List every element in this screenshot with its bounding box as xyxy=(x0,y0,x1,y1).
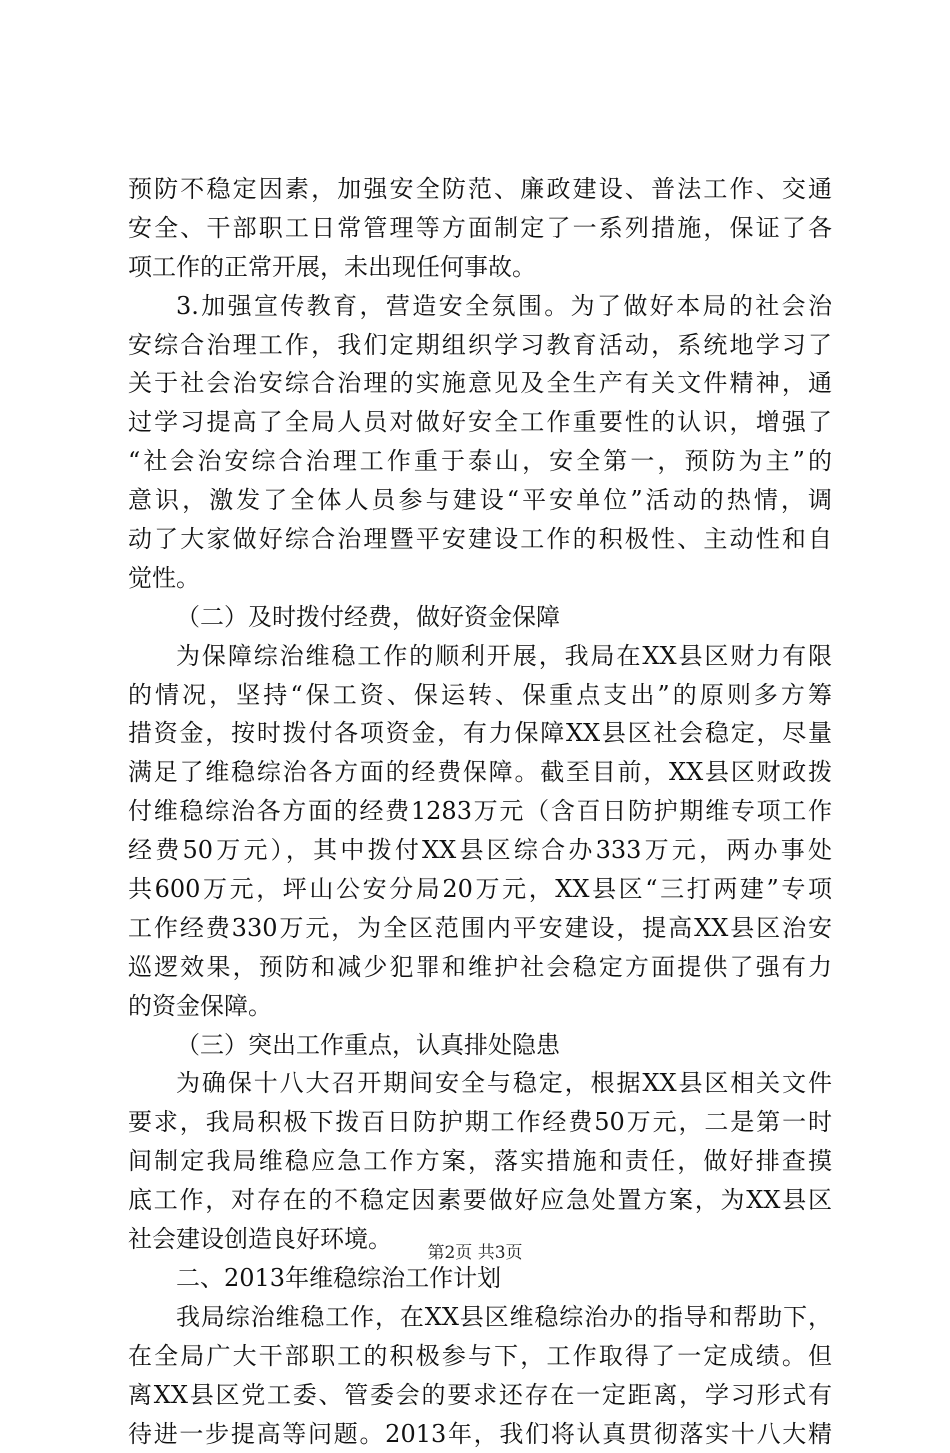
text-line: “社会治安综合治理工作重于泰山，安全第一，预防为主”的 xyxy=(128,442,832,481)
paragraph-start-line: 为保障综治维稳工作的顺利开展，我局在XX县区财力有限 xyxy=(128,637,832,676)
text-line: 觉性。 xyxy=(128,559,832,598)
text-line: 共600万元，坪山公安分局20万元，XX县区“三打两建”专项 xyxy=(128,870,832,909)
text-line: 满足了维稳综治各方面的经费保障。截至目前，XX县区财政拨 xyxy=(128,753,832,792)
text-line: 的资金保障。 xyxy=(128,987,832,1026)
text-line: 项工作的正常开展，未出现任何事故。 xyxy=(128,248,832,287)
section-heading: （三）突出工作重点，认真排处隐患 xyxy=(128,1026,832,1065)
paragraph-start-line: 我局综治维稳工作，在XX县区维稳综治办的指导和帮助下， xyxy=(128,1298,832,1337)
section-heading: 二、2013年维稳综治工作计划 xyxy=(128,1259,832,1298)
text-line: 离XX县区党工委、管委会的要求还存在一定距离，学习形式有 xyxy=(128,1376,832,1415)
text-line: 安综合治理工作，我们定期组织学习教育活动，系统地学习了 xyxy=(128,326,832,365)
text-line: 预防不稳定因素，加强安全防范、廉政建设、普法工作、交通 xyxy=(128,170,832,209)
section-heading: （二）及时拨付经费，做好资金保障 xyxy=(128,598,832,637)
page-number-footer: 第2页 共3页 xyxy=(0,1242,950,1264)
paragraph-start-line: 为确保十八大召开期间安全与稳定，根据XX县区相关文件 xyxy=(128,1064,832,1103)
text-line: 工作经费330万元，为全区范围内平安建设，提高XX县区治安 xyxy=(128,909,832,948)
text-line: 间制定我局维稳应急工作方案，落实措施和责任，做好排查摸 xyxy=(128,1142,832,1181)
text-line: 意识，激发了全体人员参与建设“平安单位”活动的热情，调 xyxy=(128,481,832,520)
text-line: 的情况，坚持“保工资、保运转、保重点支出”的原则多方筹 xyxy=(128,676,832,715)
text-line: 在全局广大干部职工的积极参与下，工作取得了一定成绩。但 xyxy=(128,1337,832,1376)
text-line: 关于社会治安综合治理的实施意见及全生产有关文件精神，通 xyxy=(128,364,832,403)
text-line: 安全、干部职工日常管理等方面制定了一系列措施，保证了各 xyxy=(128,209,832,248)
text-line: 待进一步提高等问题。2013年，我们将认真贯彻落实十八大精 xyxy=(128,1415,832,1453)
paragraph-start-line: 3.加强宣传教育，营造安全氛围。为了做好本局的社会治 xyxy=(128,287,832,326)
text-line: 措资金，按时拨付各项资金，有力保障XX县区社会稳定，尽量 xyxy=(128,714,832,753)
text-line: 过学习提高了全局人员对做好安全工作重要性的认识，增强了 xyxy=(128,403,832,442)
text-line: 底工作，对存在的不稳定因素要做好应急处置方案，为XX县区 xyxy=(128,1181,832,1220)
text-line: 经费50万元），其中拨付XX县区综合办333万元，两办事处 xyxy=(128,831,832,870)
text-line: 动了大家做好综合治理暨平安建设工作的积极性、主动性和自 xyxy=(128,520,832,559)
text-line: 付维稳综治各方面的经费1283万元（含百日防护期维专项工作 xyxy=(128,792,832,831)
text-line: 巡逻效果，预防和减少犯罪和维护社会稳定方面提供了强有力 xyxy=(128,948,832,987)
text-line: 社会建设创造良好环境。 xyxy=(128,1220,832,1259)
text-line: 要求，我局积极下拨百日防护期工作经费50万元，二是第一时 xyxy=(128,1103,832,1142)
